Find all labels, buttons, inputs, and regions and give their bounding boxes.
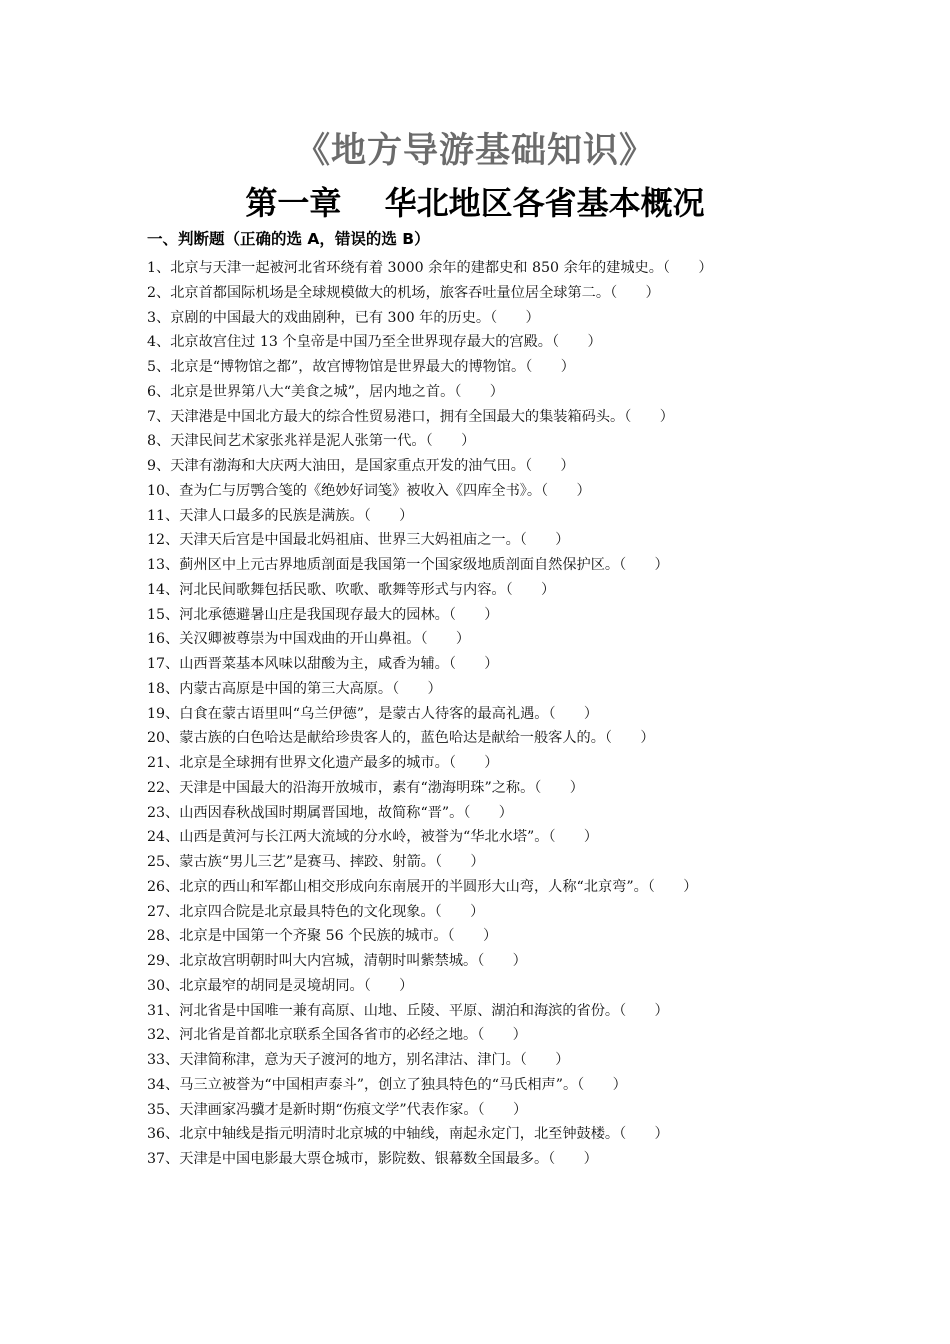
answer-blank[interactable]: （ ） bbox=[541, 482, 591, 499]
question-number: 23、 bbox=[147, 804, 180, 821]
answer-blank[interactable]: （ ） bbox=[519, 532, 570, 549]
question-number: 36、 bbox=[147, 1126, 180, 1143]
question-number: 7、 bbox=[147, 408, 171, 425]
question-item bbox=[147, 900, 817, 925]
question-item bbox=[147, 652, 817, 677]
question-item bbox=[147, 553, 817, 578]
question-number: 27、 bbox=[147, 903, 180, 920]
question-number: 11、 bbox=[147, 507, 180, 524]
chapter-title: 第一章 华北地区各省基本概况 bbox=[245, 184, 705, 222]
answer-blank[interactable]: （ ） bbox=[477, 1027, 527, 1044]
question-text: 北京的西山和军都山相交形成向东南展开的半圆形大山弯，人称“北京弯”。 bbox=[179, 878, 648, 895]
question-item bbox=[147, 949, 817, 974]
question-number: 12、 bbox=[147, 532, 180, 549]
answer-blank[interactable]: （ ） bbox=[448, 656, 499, 672]
question-text: 蒙古族的白色哈达是献给珍贵客人的，蓝色哈达是献给一般客人的。 bbox=[179, 730, 605, 747]
question-number: 32、 bbox=[147, 1027, 180, 1044]
section-heading: 一、判断题（正确的选 A，错误的选 B） bbox=[147, 230, 430, 248]
question-text: 白食在蒙古语里叫“乌兰伊德”，是蒙古人待客的最高礼遇。 bbox=[179, 705, 549, 722]
question-item bbox=[147, 1023, 817, 1048]
question-text: 山西因春秋战国时期属晋国地，故简称“晋”。 bbox=[179, 804, 464, 821]
question-number: 35、 bbox=[147, 1101, 180, 1118]
question-item bbox=[147, 281, 817, 306]
answer-blank[interactable]: （ ） bbox=[619, 1002, 669, 1019]
question-item bbox=[147, 1098, 817, 1123]
question-text: 河北承德避暑山庄是我国现存最大的园林。 bbox=[179, 606, 449, 623]
answer-blank[interactable]: （ ） bbox=[477, 1101, 528, 1118]
answer-blank[interactable]: （ ） bbox=[548, 1151, 598, 1167]
answer-blank[interactable]: （ ） bbox=[420, 631, 471, 648]
question-text: 北京首都国际机场是全球规模做大的机场，旅客吞吐量位居全球第二。 bbox=[170, 284, 611, 301]
question-number: 17、 bbox=[147, 656, 180, 672]
question-text: 内蒙古高原是中国的第三大高原。 bbox=[179, 680, 393, 697]
answer-blank[interactable]: （ ） bbox=[434, 854, 485, 870]
question-item bbox=[147, 924, 817, 949]
answer-blank[interactable]: （ ） bbox=[604, 730, 655, 747]
question-number: 25、 bbox=[147, 854, 180, 870]
answer-blank[interactable]: （ ） bbox=[551, 334, 602, 351]
answer-blank[interactable]: （ ） bbox=[534, 779, 584, 796]
question-number: 31、 bbox=[147, 1002, 180, 1019]
answer-blank[interactable]: （ ） bbox=[548, 705, 599, 722]
question-item bbox=[147, 330, 817, 355]
answer-blank[interactable]: （ ） bbox=[619, 557, 669, 573]
question-number: 6、 bbox=[147, 383, 171, 400]
question-item bbox=[147, 380, 817, 405]
question-item bbox=[147, 776, 817, 801]
question-number: 21、 bbox=[147, 755, 180, 771]
question-text: 查为仁与厉鹗合笺的《绝妙好词笺》被收入《四库全书》。 bbox=[179, 482, 542, 499]
answer-blank[interactable]: （ ） bbox=[505, 581, 556, 598]
question-number: 18、 bbox=[147, 680, 180, 697]
question-number: 30、 bbox=[147, 977, 180, 994]
question-number: 29、 bbox=[147, 953, 180, 969]
question-number: 20、 bbox=[147, 730, 180, 747]
answer-blank[interactable]: （ ） bbox=[610, 284, 660, 301]
answer-blank[interactable]: （ ） bbox=[448, 606, 499, 623]
question-text: 天津是中国电影最大票仓城市，影院数、银幕数全国最多。 bbox=[179, 1151, 549, 1167]
question-text: 北京与天津一起被河北省环绕有着 3000 余年的建都史和 850 余年的建城史。 bbox=[170, 260, 663, 276]
answer-blank[interactable]: （ ） bbox=[447, 928, 498, 945]
question-item bbox=[147, 677, 817, 702]
question-item bbox=[147, 429, 817, 454]
question-item bbox=[147, 578, 817, 603]
question-item bbox=[147, 875, 817, 900]
question-text: 河北民间歌舞包括民歌、吹歌、歌舞等形式与内容。 bbox=[179, 581, 506, 598]
question-item bbox=[147, 751, 817, 776]
question-item bbox=[147, 850, 817, 875]
question-item bbox=[147, 256, 817, 281]
question-text: 天津简称津，意为天子渡河的地方，别名津沽、津门。 bbox=[179, 1052, 520, 1068]
answer-blank[interactable]: （ ） bbox=[619, 1126, 669, 1143]
question-item bbox=[147, 1122, 817, 1147]
question-item bbox=[147, 405, 817, 430]
question-number: 33、 bbox=[147, 1052, 180, 1068]
question-number: 4、 bbox=[147, 334, 171, 351]
question-item bbox=[147, 726, 817, 751]
question-number: 22、 bbox=[147, 779, 180, 796]
question-number: 10、 bbox=[147, 482, 180, 499]
question-text: 北京是世界第八大“美食之城”，居内地之首。 bbox=[170, 383, 455, 400]
question-text: 山西晋菜基本风味以甜酸为主，咸香为辅。 bbox=[179, 656, 449, 672]
question-item bbox=[147, 825, 817, 850]
question-item bbox=[147, 504, 817, 529]
answer-blank[interactable]: （ ） bbox=[662, 260, 713, 276]
question-item bbox=[147, 355, 817, 380]
question-text: 北京故宫明朝时叫大内宫城，清朝时叫紫禁城。 bbox=[179, 953, 478, 969]
question-item bbox=[147, 1073, 817, 1098]
answer-blank[interactable]: （ ） bbox=[525, 359, 575, 375]
question-number: 15、 bbox=[147, 606, 180, 623]
question-number: 19、 bbox=[147, 705, 180, 722]
question-item bbox=[147, 627, 817, 652]
question-item bbox=[147, 974, 817, 999]
question-text: 天津天后宫是中国最北妈祖庙、世界三大妈祖庙之一。 bbox=[179, 532, 520, 549]
question-text: 天津民间艺术家张兆祥是泥人张第一代。 bbox=[170, 433, 426, 450]
answer-blank[interactable]: （ ） bbox=[519, 1052, 570, 1068]
question-item bbox=[147, 1048, 817, 1073]
answer-blank[interactable]: （ ） bbox=[363, 507, 414, 524]
answer-blank[interactable]: （ ） bbox=[454, 383, 504, 400]
question-item bbox=[147, 801, 817, 826]
question-text: 天津画家冯骥才是新时期“伤痕文学”代表作家。 bbox=[179, 1101, 478, 1118]
question-item bbox=[147, 528, 817, 553]
question-item bbox=[147, 1147, 817, 1172]
question-number: 34、 bbox=[147, 1076, 180, 1093]
question-text: 天津人口最多的民族是满族。 bbox=[179, 507, 364, 524]
question-number: 9、 bbox=[147, 458, 171, 474]
question-text: 马三立被誉为“中国相声泰斗”，创立了独具特色的“马氏相声”。 bbox=[179, 1076, 578, 1093]
question-text: 北京四合院是北京最具特色的文化现象。 bbox=[179, 903, 435, 920]
question-text: 蒙古族“男儿三艺”是赛马、摔跤、射箭。 bbox=[179, 854, 435, 870]
question-number: 26、 bbox=[147, 878, 180, 895]
answer-blank[interactable]: （ ） bbox=[463, 804, 513, 821]
question-text: 北京中轴线是指元明清时北京城的中轴线，南起永定门，北至钟鼓楼。 bbox=[179, 1126, 620, 1143]
question-number: 13、 bbox=[147, 557, 180, 573]
question-number: 28、 bbox=[147, 928, 180, 945]
answer-blank[interactable]: （ ） bbox=[392, 680, 442, 697]
question-text: 天津有渤海和大庆两大油田，是国家重点开发的油气田。 bbox=[170, 458, 525, 474]
question-item bbox=[147, 702, 817, 727]
answer-blank[interactable]: （ ） bbox=[477, 953, 527, 969]
question-number: 16、 bbox=[147, 631, 180, 648]
question-text: 关汉卿被尊崇为中国戏曲的开山鼻祖。 bbox=[179, 631, 421, 648]
answer-blank[interactable]: （ ） bbox=[548, 829, 599, 846]
question-number: 37、 bbox=[147, 1151, 180, 1167]
question-number: 3、 bbox=[147, 309, 171, 326]
question-number: 14、 bbox=[147, 581, 180, 598]
question-text: 京剧的中国最大的戏曲剧种，已有 300 年的历史。 bbox=[170, 309, 491, 326]
answer-blank[interactable]: （ ） bbox=[363, 977, 414, 994]
main-title: 《地方导游基础知识》 bbox=[294, 131, 655, 171]
question-number: 8、 bbox=[147, 433, 171, 450]
answer-blank[interactable]: （ ） bbox=[577, 1076, 627, 1093]
question-number: 24、 bbox=[147, 829, 180, 846]
question-number: 1、 bbox=[147, 260, 171, 276]
question-item bbox=[147, 306, 817, 331]
question-number: 2、 bbox=[147, 284, 171, 301]
question-text: 北京最窄的胡同是灵境胡同。 bbox=[179, 977, 364, 994]
answer-blank[interactable]: （ ） bbox=[524, 458, 575, 474]
answer-blank[interactable]: （ ） bbox=[624, 408, 674, 425]
answer-blank[interactable]: （ ） bbox=[647, 878, 698, 895]
question-text: 北京故宫住过 13 个皇帝是中国乃至全世界现存最大的宫殿。 bbox=[170, 334, 552, 351]
answer-blank[interactable]: （ ） bbox=[490, 309, 540, 326]
question-text: 蓟州区中上元古界地质剖面是我国第一个国家级地质剖面自然保护区。 bbox=[179, 557, 620, 573]
question-text: 天津港是中国北方最大的综合性贸易港口，拥有全国最大的集装箱码头。 bbox=[170, 408, 625, 425]
question-number: 5、 bbox=[147, 359, 171, 375]
question-text: 北京是“博物馆之都”，故宫博物馆是世界最大的博物馆。 bbox=[170, 359, 526, 375]
question-item bbox=[147, 454, 817, 479]
question-item bbox=[147, 479, 817, 504]
question-item bbox=[147, 999, 817, 1024]
question-text: 天津是中国最大的沿海开放城市，素有“渤海明珠”之称。 bbox=[179, 779, 535, 796]
question-text: 河北省是中国唯一兼有高原、山地、丘陵、平原、湖泊和海滨的省份。 bbox=[179, 1002, 620, 1019]
answer-blank[interactable]: （ ） bbox=[434, 903, 485, 920]
question-text: 北京是全球拥有世界文化遗产最多的城市。 bbox=[179, 755, 449, 771]
question-list bbox=[147, 256, 817, 1172]
question-text: 北京是中国第一个齐聚 56 个民族的城市。 bbox=[179, 928, 448, 945]
answer-blank[interactable]: （ ） bbox=[425, 433, 476, 450]
answer-blank[interactable]: （ ） bbox=[448, 755, 499, 771]
question-text: 山西是黄河与长江两大流域的分水岭，被誉为“华北水塔”。 bbox=[179, 829, 549, 846]
question-item bbox=[147, 603, 817, 628]
question-text: 河北省是首都北京联系全国各省市的必经之地。 bbox=[179, 1027, 478, 1044]
